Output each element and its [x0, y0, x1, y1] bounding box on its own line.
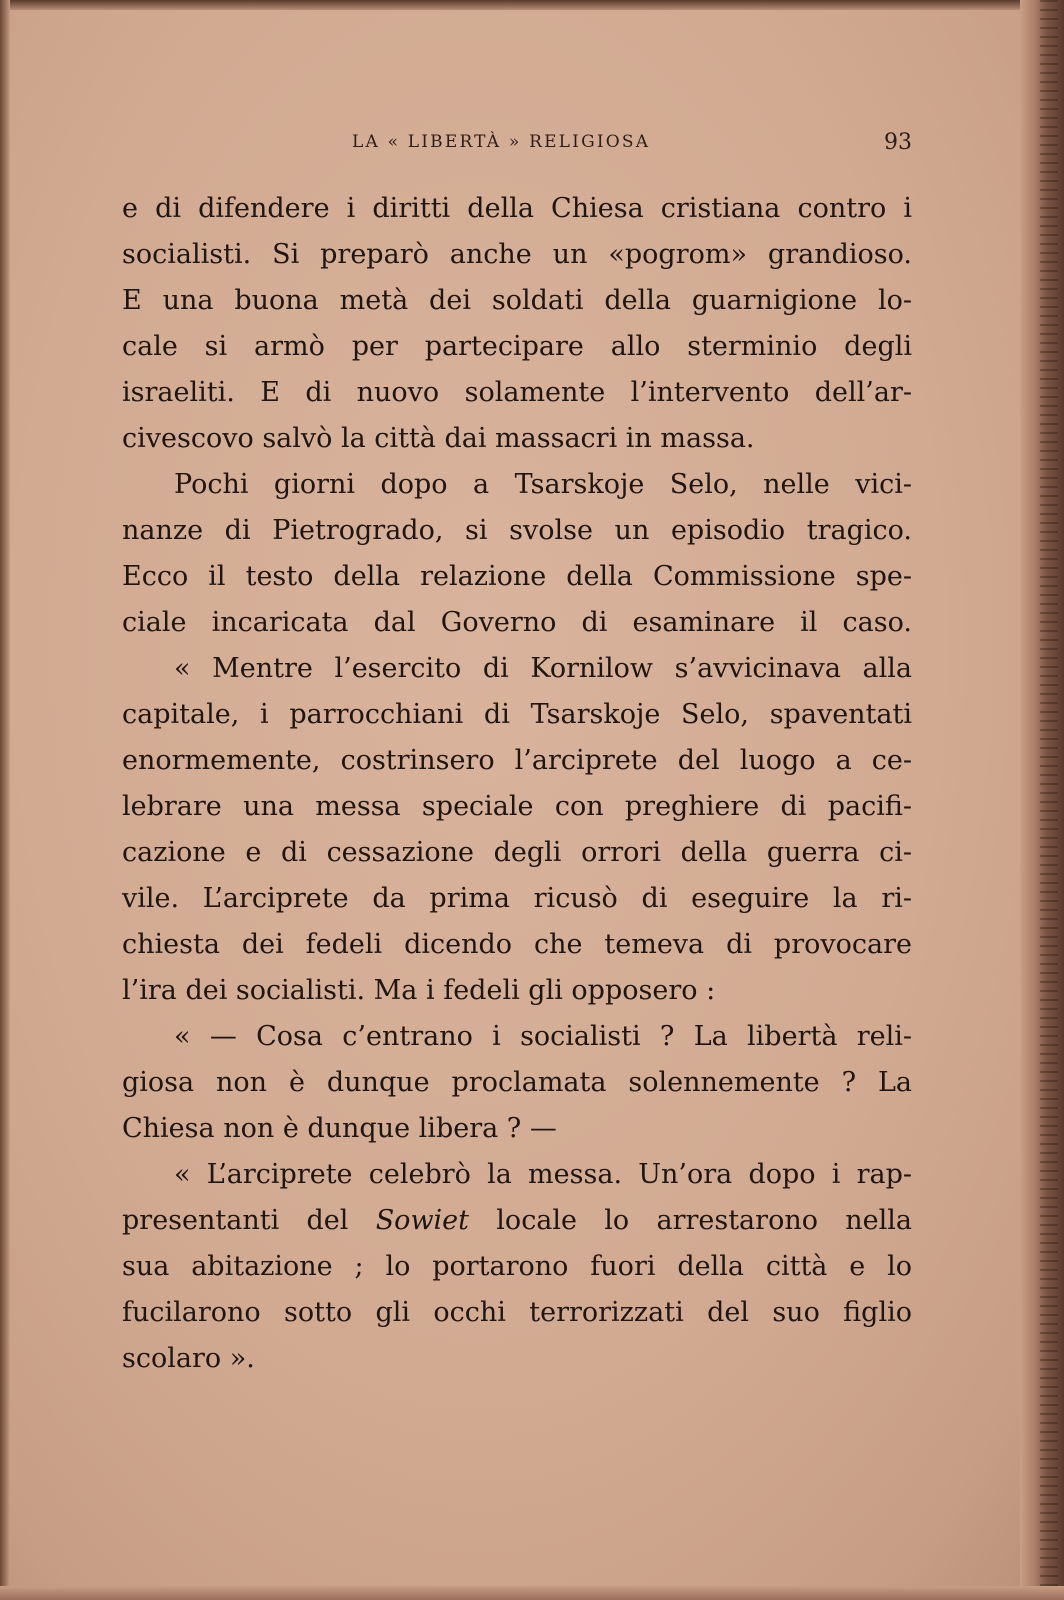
page-number: 93: [884, 130, 912, 155]
text-line: giosa non è dunque proclamata solennemente ? La: [122, 1067, 912, 1098]
text-line: E una buona metà dei soldati della guarnigione lo-: [122, 285, 912, 316]
text-line: nanze di Pietrogrado, si svolse un episodio tragico.: [122, 515, 912, 546]
page-left-edge: [0, 0, 10, 1600]
text-fragment: sentanti del: [168, 1205, 349, 1236]
text-line: Ecco il testo della relazione della Commissione spe-: [122, 561, 912, 592]
page-top-edge: [0, 0, 1064, 10]
text-line: Chiesa non è dunque libera ? —: [122, 1113, 557, 1144]
text-fragment: pre: [122, 1205, 169, 1236]
running-title: LA « LIBERTÀ » RELIGIOSA: [352, 132, 651, 152]
text-line: vile. L’arciprete da prima ricusò di eseguire la ri-: [122, 883, 912, 914]
italic-term: Sowiet: [375, 1205, 470, 1236]
text-line: « — Cosa c’entrano i socialisti ? La libertà reli-: [174, 1021, 912, 1052]
text-line: lebrare una messa speciale con preghiere di pacifi-: [122, 791, 912, 822]
text-line: Pochi giorni dopo a Tsarskoje Selo, nelle vici-: [174, 469, 912, 500]
text-line: l’ira dei socialisti. Ma i fedeli gli opposero :: [122, 975, 716, 1006]
text-line: socialisti. Si preparò anche un «pogrom» grandioso.: [122, 239, 912, 270]
page-stack-edges: [1040, 0, 1058, 1600]
text-line: civescovo salvò la città dai massacri in massa.: [122, 423, 755, 454]
text-line: ciale incaricata dal Governo di esaminare il caso.: [122, 607, 912, 638]
text-line: scolaro ».: [122, 1343, 255, 1374]
text-line: capitale, i parrocchiani di Tsarskoje Selo, spaventati: [122, 699, 912, 730]
text-fragment: locale lo arrestarono nella: [496, 1205, 912, 1236]
text-line: « Mentre l’esercito di Kornilow s’avvicinava alla: [174, 653, 912, 684]
page-bottom-edge: [0, 1586, 1064, 1600]
text-line: cazione e di cessazione degli orrori della guerra ci-: [122, 837, 912, 868]
text-line: fucilarono sotto gli occhi terrorizzati del suo figlio: [122, 1297, 912, 1328]
text-line: sua abitazione ; lo portarono fuori della città e lo: [122, 1251, 912, 1282]
running-head: [122, 130, 912, 160]
text-line: cale si armò per partecipare allo sterminio degli: [122, 331, 912, 362]
text-line: chiesta dei fedeli dicendo che temeva di provocare: [122, 929, 912, 960]
text-line: enormemente, costrinsero l’arciprete del luogo a ce-: [122, 745, 912, 776]
text-line: israeliti. E di nuovo solamente l’intervento dell’ar-: [122, 377, 912, 408]
body-text: [122, 186, 912, 1382]
text-line-with-italic: [122, 1198, 912, 1244]
text-line: « L’arciprete celebrò la messa. Un’ora dopo i rap-: [174, 1159, 912, 1190]
text-line: e di difendere i diritti della Chiesa cristiana contro i: [122, 193, 912, 224]
